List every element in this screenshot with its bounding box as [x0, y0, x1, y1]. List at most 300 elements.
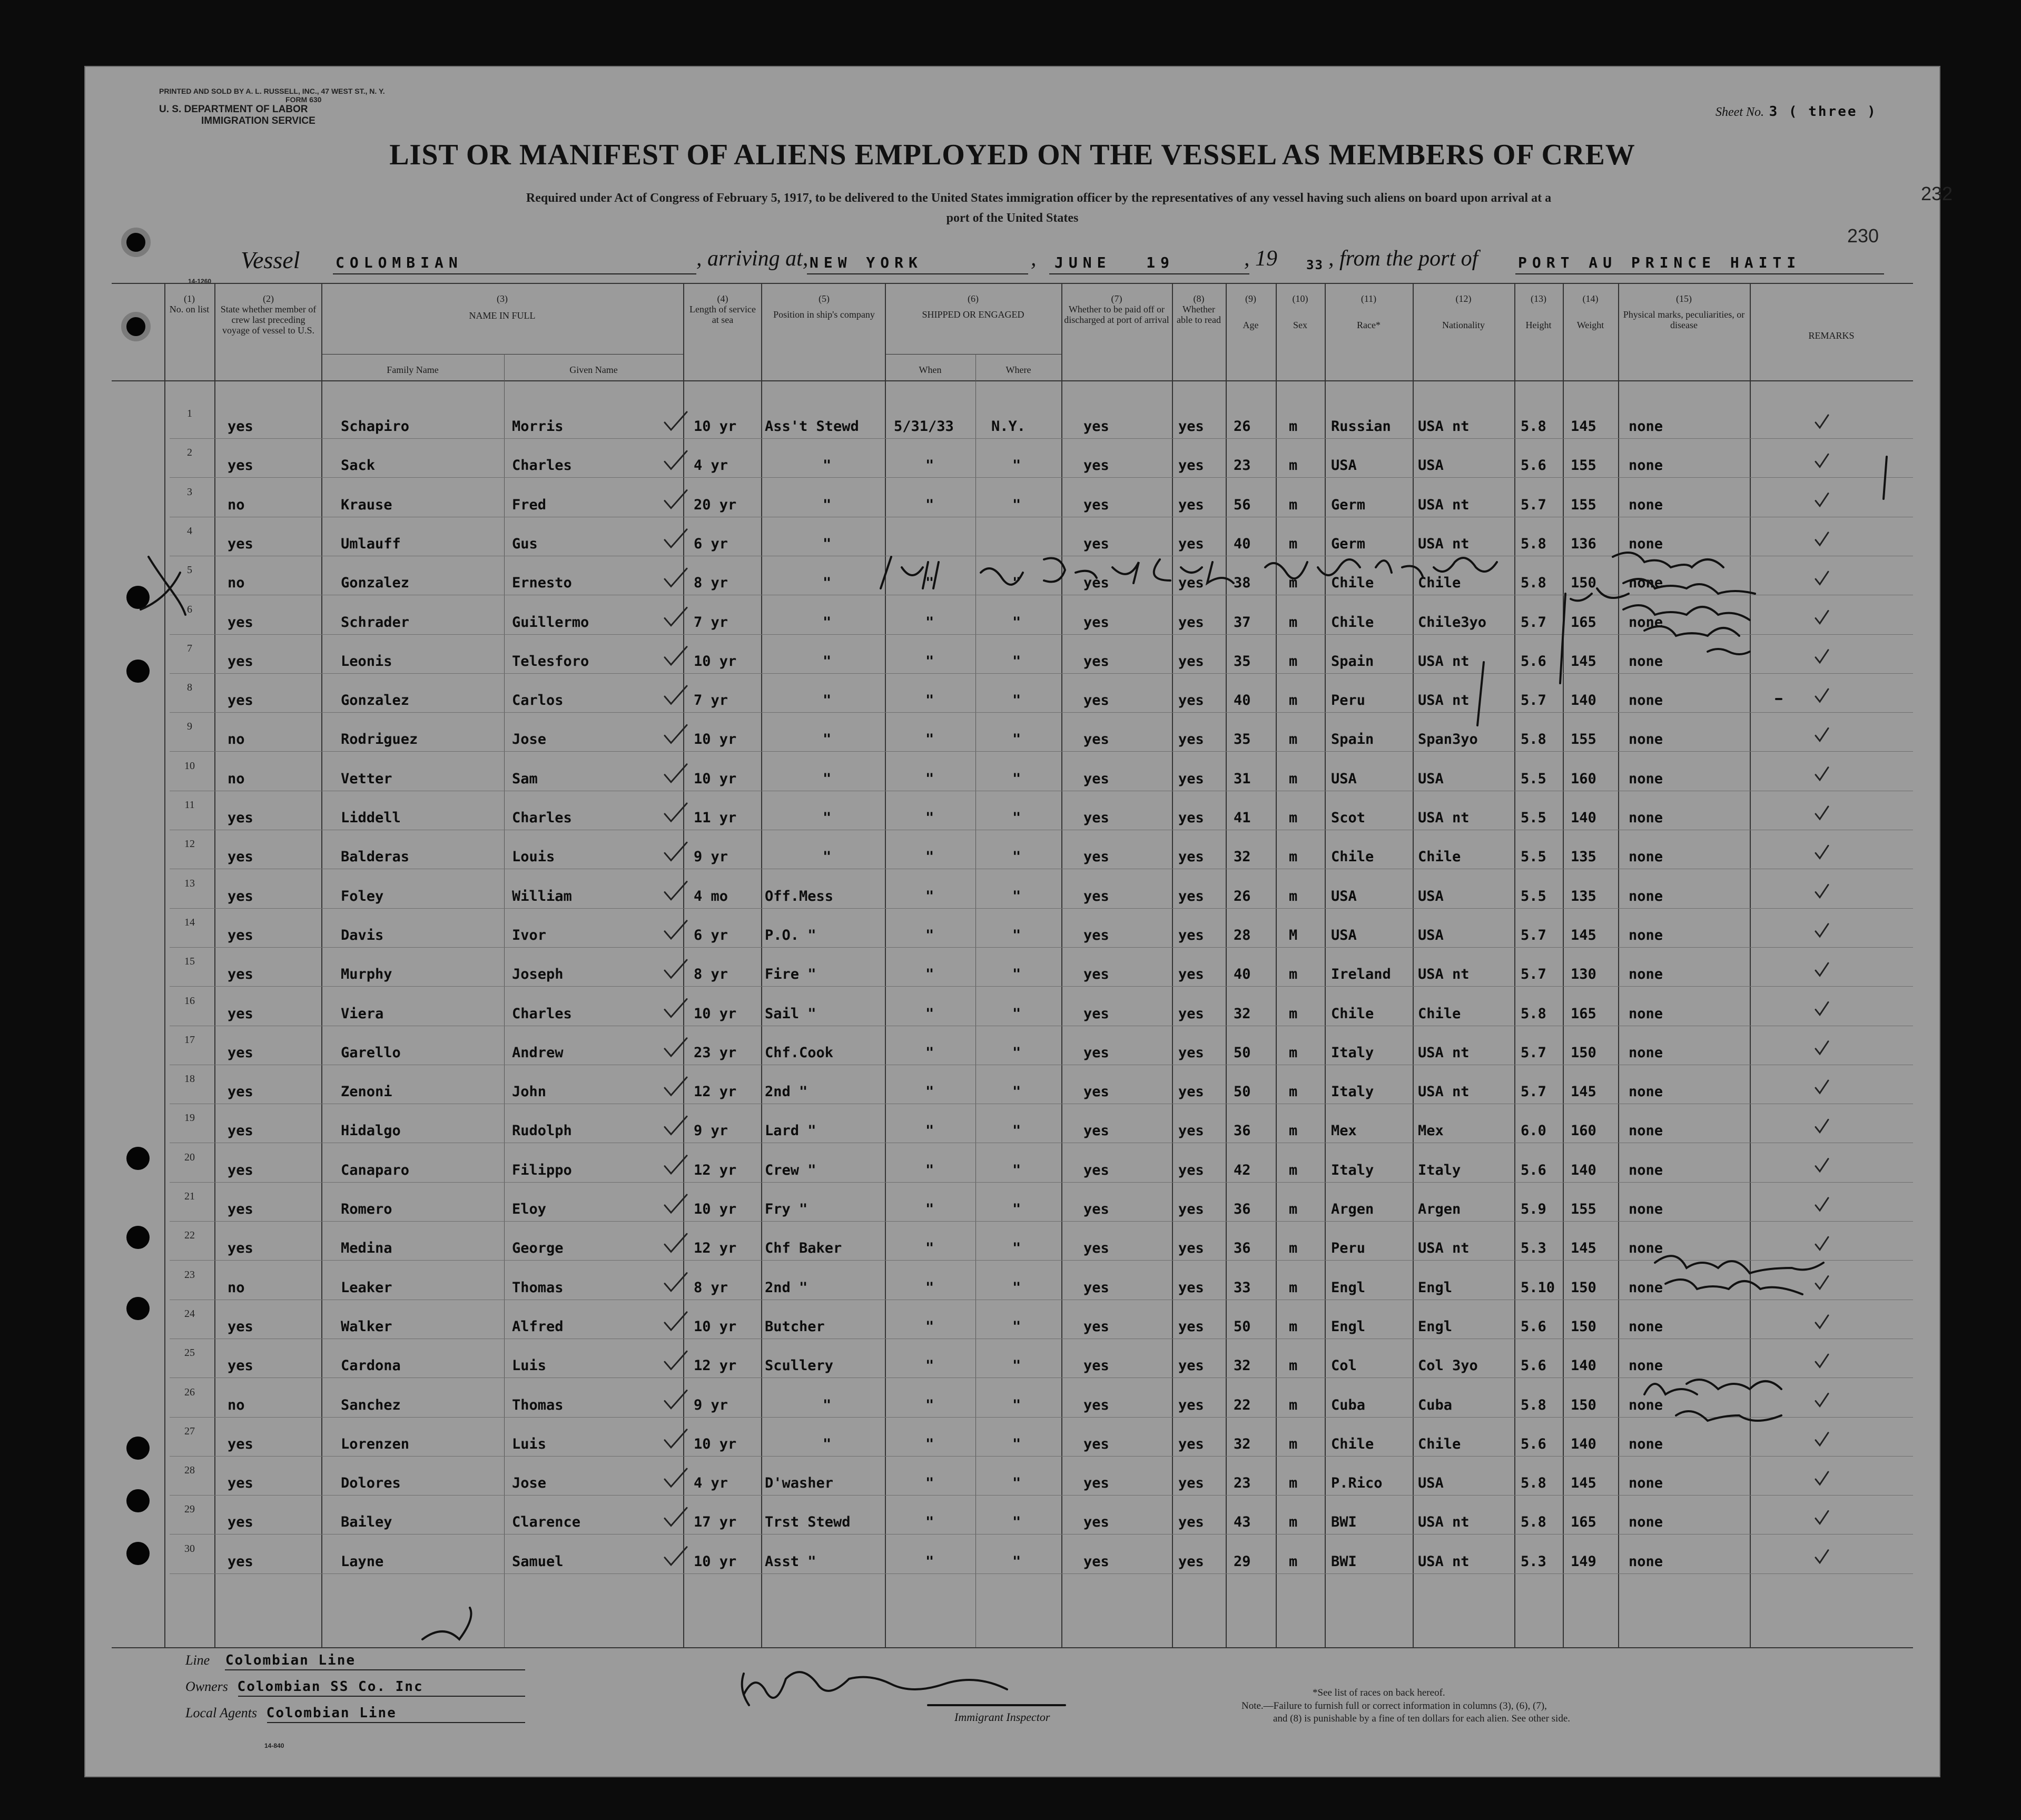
service-length: 23 yr [694, 1044, 737, 1061]
age: 36 [1234, 1240, 1251, 1257]
position: Chf Baker [765, 1240, 842, 1257]
shipped-where: " [1012, 888, 1021, 904]
position: Off.Mess [765, 888, 834, 904]
paid-off: yes [1083, 1435, 1109, 1452]
check-mark [665, 725, 687, 743]
physical-marks: none [1629, 966, 1663, 983]
able-to-read: yes [1178, 1514, 1204, 1531]
paid-off: yes [1083, 1044, 1109, 1061]
able-to-read: yes [1178, 575, 1204, 592]
remarks-check-mark [1816, 650, 1828, 663]
height: 5.8 [1521, 1005, 1546, 1022]
shipped-where: " [1012, 1162, 1021, 1178]
remarks-check-mark [1816, 1276, 1828, 1289]
remarks-check-mark [1816, 1041, 1828, 1054]
race: Italy [1331, 1084, 1374, 1100]
physical-marks: none [1629, 535, 1663, 552]
given-name: Luis [512, 1435, 547, 1452]
family-name: Layne [341, 1553, 384, 1570]
arrival-date: JUNE 19 [1054, 254, 1175, 271]
check-mark [665, 960, 687, 978]
check-mark [665, 1195, 687, 1213]
able-to-read: yes [1178, 496, 1204, 513]
col6-header: (6) SHIPPED OR ENGAGED [922, 293, 1024, 320]
age: 50 [1234, 1318, 1251, 1335]
height: 5.5 [1521, 888, 1546, 904]
age: 40 [1234, 692, 1251, 709]
shipped-when: " [925, 692, 934, 709]
prev-value: yes [228, 1475, 253, 1492]
family-name: Canaparo [341, 1162, 410, 1178]
position: Crew " [765, 1162, 816, 1178]
row-number: 15 [184, 956, 195, 968]
shipped-when: " [925, 927, 934, 943]
service-length: 4 mo [694, 888, 728, 904]
paid-off: yes [1083, 692, 1109, 709]
position: Lard " [765, 1123, 816, 1139]
shipped-when: " [925, 1084, 934, 1100]
prev-value: yes [228, 535, 253, 552]
position: " [823, 1396, 832, 1413]
age: 50 [1234, 1044, 1251, 1061]
race: BWI [1331, 1553, 1357, 1570]
shipped-when: " [925, 1318, 934, 1335]
physical-marks: none [1629, 1044, 1663, 1061]
given-name: Eloy [512, 1201, 547, 1217]
family-name: Medina [341, 1240, 392, 1257]
col14-header: (14) Weight [1576, 293, 1604, 330]
prev-value: no [228, 1279, 245, 1296]
family-name: Zenoni [341, 1084, 392, 1100]
shipped-when: " [925, 496, 934, 513]
height: 5.6 [1521, 653, 1546, 670]
shipped-when: " [925, 1396, 934, 1413]
prev-value: no [228, 575, 245, 592]
sex: m [1289, 770, 1298, 787]
family-name: Romero [341, 1201, 392, 1217]
race: USA [1331, 888, 1357, 904]
age: 38 [1234, 575, 1251, 592]
row-number: 21 [184, 1191, 195, 1202]
row-number: 29 [184, 1503, 195, 1516]
paid-off: yes [1083, 1162, 1109, 1178]
sex: m [1289, 457, 1298, 474]
service-length: 8 yr [694, 575, 728, 592]
nationality: USA nt [1418, 1240, 1470, 1257]
row-number: 10 [184, 760, 195, 772]
physical-marks: none [1629, 1435, 1663, 1452]
row-number: 9 [187, 721, 192, 733]
family-name: Leonis [341, 653, 392, 670]
given-name: Charles [512, 810, 572, 826]
able-to-read: yes [1178, 1084, 1204, 1100]
col1-header: (1) No. on list [169, 293, 210, 314]
sex: m [1289, 1084, 1298, 1100]
sex: m [1289, 1123, 1298, 1139]
shipped-when: " [925, 653, 934, 670]
sex: m [1289, 1005, 1298, 1022]
family-name: Sack [341, 457, 376, 474]
remarks-check-mark [1816, 1433, 1828, 1445]
height: 5.6 [1521, 1435, 1546, 1452]
nationality: Chile [1418, 1435, 1461, 1452]
age: 36 [1234, 1123, 1251, 1139]
height: 5.8 [1521, 418, 1546, 435]
position: " [823, 770, 832, 787]
paid-off: yes [1083, 1123, 1109, 1139]
height: 5.7 [1521, 966, 1546, 983]
race: Spain [1331, 731, 1374, 748]
height: 5.6 [1521, 457, 1546, 474]
shipped-when: " [925, 849, 934, 865]
given-name: Carlos [512, 692, 564, 709]
service-length: 7 yr [694, 692, 728, 709]
given-name: Charles [512, 1005, 572, 1022]
shipped-when: " [925, 1005, 934, 1022]
service-name: IMMIGRATION SERVICE [201, 115, 316, 126]
shipped-where: " [1012, 575, 1021, 592]
race: BWI [1331, 1514, 1357, 1531]
shipped-where: " [1012, 1201, 1021, 1217]
nationality: Italy [1418, 1162, 1461, 1178]
remarks-check-mark [1816, 1159, 1828, 1172]
family-name: Garello [341, 1044, 401, 1061]
physical-marks: none [1629, 1475, 1663, 1492]
paid-off: yes [1083, 1084, 1109, 1100]
check-mark [665, 608, 687, 626]
position: " [823, 692, 832, 709]
prev-value: no [228, 731, 245, 748]
able-to-read: yes [1178, 927, 1204, 943]
col13-header: (13) Height [1525, 293, 1552, 330]
remarks-check-mark [1816, 1472, 1828, 1484]
col3-family-header: Family Name [387, 365, 439, 375]
shipped-where: " [1012, 1240, 1021, 1257]
age: 35 [1234, 653, 1251, 670]
physical-marks: none [1629, 1084, 1663, 1100]
given-name: Jose [512, 731, 547, 748]
remarks-check-mark [1816, 1394, 1828, 1406]
prev-value: yes [228, 1357, 253, 1374]
able-to-read: yes [1178, 457, 1204, 474]
sex: m [1289, 888, 1298, 904]
height: 5.5 [1521, 849, 1546, 865]
family-name: Liddell [341, 810, 401, 826]
family-name: Leaker [341, 1279, 392, 1296]
age: 40 [1234, 966, 1251, 983]
remarks-check-mark [1816, 1080, 1828, 1093]
nationality: USA nt [1418, 496, 1470, 513]
prev-value: yes [228, 653, 253, 670]
weight: 150 [1571, 1396, 1596, 1413]
paid-off: yes [1083, 1240, 1109, 1257]
weight: 150 [1571, 575, 1596, 592]
able-to-read: yes [1178, 653, 1204, 670]
nationality: Chile [1418, 1005, 1461, 1022]
given-name: Joseph [512, 966, 564, 983]
remarks-check-mark [1816, 1002, 1828, 1015]
page-title: LIST OR MANIFEST OF ALIENS EMPLOYED ON THE VESSEL AS MEMBERS OF CREW [389, 139, 1635, 171]
col5-header: (5) Position in ship's company [773, 293, 875, 320]
shipped-when: " [925, 966, 934, 983]
check-mark [665, 412, 687, 430]
paid-off: yes [1083, 888, 1109, 904]
paid-off: yes [1083, 1514, 1109, 1531]
shipped-where: " [1012, 653, 1021, 670]
nationality: Engl [1418, 1279, 1453, 1296]
age: 28 [1234, 927, 1251, 943]
year-prefix: , 19 [1244, 247, 1277, 271]
prev-value: yes [228, 1318, 253, 1335]
prev-value: yes [228, 1240, 253, 1257]
weight: 160 [1571, 770, 1596, 787]
sex: m [1289, 731, 1298, 748]
given-name: Morris [512, 418, 564, 435]
height: 5.7 [1521, 927, 1546, 943]
position: " [823, 653, 832, 670]
physical-marks: none [1629, 614, 1663, 631]
sex: m [1289, 1162, 1298, 1178]
row-number: 13 [184, 877, 195, 889]
remarks-check-mark [1816, 1550, 1828, 1563]
shipped-when: " [925, 1435, 934, 1452]
race: Ireland [1331, 966, 1391, 983]
remarks-check-mark [1816, 572, 1828, 584]
remarks-check-mark [1816, 963, 1828, 976]
prev-value: no [228, 496, 245, 513]
age: 31 [1234, 770, 1251, 787]
weight: 150 [1571, 1279, 1596, 1296]
position: Ass't Stewd [765, 418, 859, 435]
position: " [823, 535, 832, 552]
race: Scot [1331, 810, 1366, 826]
position: Scullery [765, 1357, 834, 1374]
row-number: 16 [184, 995, 195, 1007]
service-length: 8 yr [694, 1279, 728, 1296]
service-length: 4 yr [694, 1475, 728, 1492]
departure-port: PORT AU PRINCE HAITI [1518, 254, 1801, 271]
remarks-check-mark [1816, 494, 1828, 506]
able-to-read: yes [1178, 535, 1204, 552]
able-to-read: yes [1178, 1279, 1204, 1296]
department-name: U. S. DEPARTMENT OF LABOR [159, 104, 308, 115]
sex: m [1289, 1044, 1298, 1061]
height: 5.10 [1521, 1279, 1555, 1296]
check-mark [665, 803, 687, 821]
check-mark [665, 1547, 687, 1565]
paid-off: yes [1083, 1279, 1109, 1296]
able-to-read: yes [1178, 1396, 1204, 1413]
race: Mex [1331, 1123, 1357, 1139]
col6-where-header: Where [1005, 365, 1031, 375]
shipped-where: " [1012, 1357, 1021, 1374]
nationality: USA nt [1418, 966, 1470, 983]
given-name: Jose [512, 1475, 547, 1492]
race: P.Rico [1331, 1475, 1383, 1492]
height: 5.7 [1521, 496, 1546, 513]
sex: m [1289, 1279, 1298, 1296]
paid-off: yes [1083, 535, 1109, 552]
col6-when-header: When [919, 365, 942, 375]
age: 35 [1234, 731, 1251, 748]
height: 6.0 [1521, 1123, 1546, 1139]
remarks-check-mark [1816, 1511, 1828, 1523]
height: 5.8 [1521, 1396, 1546, 1413]
given-name: Louis [512, 849, 555, 865]
position: 2nd " [765, 1279, 808, 1296]
check-mark [665, 1234, 687, 1252]
service-length: 10 yr [694, 1201, 737, 1217]
nationality: USA nt [1418, 1553, 1470, 1570]
family-name: Balderas [341, 849, 410, 865]
row-number: 19 [184, 1112, 195, 1124]
shipped-when: " [925, 1553, 934, 1570]
row-number: 27 [184, 1425, 195, 1437]
weight: 155 [1571, 496, 1596, 513]
col2-header: (2) State whether member of crew last preceding voyage of vessel to U.S. [220, 293, 317, 336]
given-name: Fred [512, 496, 547, 513]
nationality: Col 3yo [1418, 1357, 1478, 1374]
service-length: 9 yr [694, 1123, 728, 1139]
able-to-read: yes [1178, 1553, 1204, 1570]
family-name: Lorenzen [341, 1435, 410, 1452]
remarks-check-mark [1816, 1354, 1828, 1367]
age: 23 [1234, 457, 1251, 474]
age: 56 [1234, 496, 1251, 513]
sex: m [1289, 1396, 1298, 1413]
check-mark [665, 1312, 687, 1330]
shipped-where: " [1012, 1123, 1021, 1139]
weight: 150 [1571, 1318, 1596, 1335]
physical-marks: none [1629, 731, 1663, 748]
col10-header: (10) Sex [1292, 293, 1308, 330]
given-name: Guillermo [512, 614, 589, 631]
shipped-where: " [1012, 1084, 1021, 1100]
inspector-label: Immigrant Inspector [954, 1710, 1050, 1724]
shipped-where: " [1012, 770, 1021, 787]
age: 41 [1234, 810, 1251, 826]
physical-marks: none [1629, 457, 1663, 474]
check-mark [665, 529, 687, 547]
nationality: USA nt [1418, 535, 1470, 552]
shipped-when: 5/31/33 [894, 418, 954, 435]
given-name: William [512, 888, 572, 904]
given-name: Filippo [512, 1162, 572, 1178]
family-name: Gonzalez [341, 575, 410, 592]
able-to-read: yes [1178, 1435, 1204, 1452]
nationality: Argen [1418, 1201, 1461, 1217]
sex: m [1289, 1475, 1298, 1492]
row-number: 18 [184, 1073, 195, 1085]
able-to-read: yes [1178, 770, 1204, 787]
race: Cuba [1331, 1396, 1366, 1413]
race: Engl [1331, 1279, 1366, 1296]
check-mark [665, 1391, 687, 1409]
paid-off: yes [1083, 966, 1109, 983]
arrival-year: 33 [1306, 258, 1324, 272]
weight: 135 [1571, 849, 1596, 865]
able-to-read: yes [1178, 1123, 1204, 1139]
given-name: Thomas [512, 1396, 564, 1413]
col12-header: (12) Nationality [1442, 293, 1485, 330]
height: 5.7 [1521, 614, 1546, 631]
handwritten-annotations [85, 67, 1939, 1776]
shipped-where: " [1012, 927, 1021, 943]
remarks-check-mark [1816, 454, 1828, 467]
sex: m [1289, 614, 1298, 631]
service-length: 4 yr [694, 457, 728, 474]
height: 5.6 [1521, 1162, 1546, 1178]
check-mark [665, 1351, 687, 1369]
remarks-check-mark [1816, 885, 1828, 898]
service-length: 10 yr [694, 1435, 737, 1452]
service-length: 10 yr [694, 1005, 737, 1022]
race: Spain [1331, 653, 1374, 670]
arriving-label: , arriving at, [696, 247, 809, 271]
row-number: 26 [184, 1386, 195, 1398]
line-value: Colombian Line [225, 1652, 356, 1668]
col3-given-header: Given Name [569, 365, 618, 375]
subtitle-line2: port of the United States [946, 211, 1079, 225]
shipped-where: " [1012, 1318, 1021, 1335]
paid-off: yes [1083, 1396, 1109, 1413]
service-length: 12 yr [694, 1357, 737, 1374]
position: Sail " [765, 1005, 816, 1022]
prev-value: yes [228, 1514, 253, 1531]
able-to-read: yes [1178, 418, 1204, 435]
manifest-sheet [84, 66, 1953, 1777]
service-length: 8 yr [694, 966, 728, 983]
sex: m [1289, 418, 1298, 435]
shipped-when: " [925, 1123, 934, 1139]
shipped-where: N.Y. [991, 418, 1026, 435]
printer-imprint: PRINTED AND SOLD BY A. L. RUSSELL, INC., 47 WEST ST., N. Y. [159, 87, 385, 95]
race: Germ [1331, 535, 1366, 552]
physical-marks: none [1629, 1162, 1663, 1178]
service-length: 10 yr [694, 731, 737, 748]
shipped-where: " [1012, 849, 1021, 865]
arrival-port: NEW YORK [810, 254, 923, 271]
nationality: USA nt [1418, 1514, 1470, 1531]
row-number: 11 [184, 799, 195, 811]
paid-off: yes [1083, 1553, 1109, 1570]
paid-off: yes [1083, 457, 1109, 474]
check-mark [665, 1116, 687, 1134]
physical-marks: none [1629, 1201, 1663, 1217]
physical-marks: none [1629, 1005, 1663, 1022]
weight: 155 [1571, 1201, 1596, 1217]
able-to-read: yes [1178, 849, 1204, 865]
height: 5.5 [1521, 810, 1546, 826]
position: " [823, 849, 832, 865]
given-name: John [512, 1084, 547, 1100]
able-to-read: yes [1178, 966, 1204, 983]
shipped-where: " [1012, 692, 1021, 709]
height: 5.8 [1521, 1475, 1546, 1492]
race: USA [1331, 457, 1357, 474]
row-number: 25 [184, 1347, 195, 1359]
weight: 135 [1571, 888, 1596, 904]
age: 42 [1234, 1162, 1251, 1178]
weight: 145 [1571, 1240, 1596, 1257]
age: 33 [1234, 1279, 1251, 1296]
service-length: 6 yr [694, 927, 728, 943]
remarks-check-mark [1816, 1119, 1828, 1132]
check-mark [665, 1508, 687, 1526]
age: 50 [1234, 1084, 1251, 1100]
row-number: 3 [187, 486, 192, 498]
family-name: Davis [341, 927, 384, 943]
